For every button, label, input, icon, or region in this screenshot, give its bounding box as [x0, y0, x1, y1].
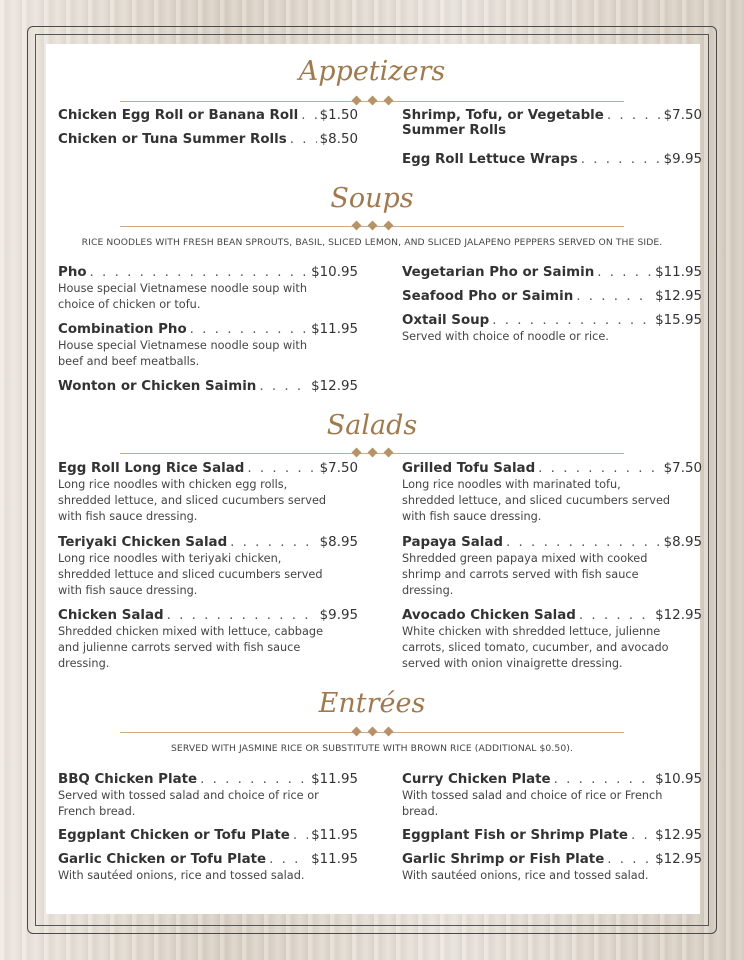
menu-item	[58, 132, 358, 147]
item-price: $12.95	[655, 289, 702, 304]
menu-item	[58, 828, 358, 843]
item-name-continued: Summer Rolls	[402, 123, 507, 138]
item-price: $8.95	[319, 535, 358, 550]
menu-item	[402, 535, 702, 599]
item-price: $7.50	[319, 461, 358, 476]
item-name: Oxtail Soup	[402, 313, 490, 328]
menu-item	[402, 461, 702, 525]
item-price: $11.95	[655, 265, 702, 280]
item-name: Garlic Chicken or Tofu Plate	[58, 852, 267, 867]
item-description: House special Vietnamese noodle soup with choice of chicken or tofu.	[58, 282, 307, 311]
item-description: House special Vietnamese noodle soup with beef and beef meatballs.	[58, 339, 307, 368]
item-name: Combination Pho	[58, 322, 187, 337]
soups-note: RICE NOODLES WITH FRESH BEAN SPROUTS, BASIL, SLICED LEMON, AND SLICED JALAPENO PEPPERS SERVED ON THE SIDE.	[81, 237, 663, 248]
menu-item	[402, 265, 702, 280]
menu-item	[58, 535, 358, 599]
menu-item	[58, 461, 358, 525]
menu-item	[402, 289, 702, 304]
item-price: $1.50	[319, 108, 358, 123]
item-name: Eggplant Fish or Shrimp Plate	[402, 828, 628, 843]
item-name: Wonton or Chicken Saimin	[58, 379, 257, 394]
item-name: Grilled Tofu Salad	[402, 461, 536, 476]
item-description: Long rice noodles with teriyaki chicken, shredded lettuce and sliced cucumbers served with fish sauce dressing.	[58, 552, 323, 597]
item-name: Pho	[58, 265, 87, 280]
item-name: BBQ Chicken Plate	[58, 772, 198, 787]
menu-item	[58, 379, 358, 394]
appetizers-diamond-ornament	[351, 95, 395, 107]
item-name: Egg Roll Long Rice Salad	[58, 461, 245, 476]
item-description: With sautéed onions, rice and tossed salad.	[402, 869, 649, 882]
item-price: $11.95	[311, 772, 358, 787]
entrees-diamond-ornament	[351, 726, 395, 738]
menu-item	[402, 772, 702, 820]
menu-item	[58, 772, 358, 820]
item-price: $8.50	[319, 132, 358, 147]
item-name: Curry Chicken Plate	[402, 772, 551, 787]
item-name: Chicken Egg Roll or Banana Roll	[58, 108, 299, 123]
entrees-note: SERVED WITH JASMINE RICE OR SUBSTITUTE WITH BROWN RICE (ADDITIONAL $0.50).	[171, 743, 573, 754]
item-name: Shrimp, Tofu, or Vegetable	[402, 108, 604, 123]
item-price: $11.95	[311, 322, 358, 337]
item-name: Avocado Chicken Salad	[402, 608, 576, 623]
item-price: $12.95	[655, 608, 702, 623]
item-name: Chicken Salad	[58, 608, 164, 623]
item-description: Served with tossed salad and choice of rice or French bread.	[58, 789, 319, 818]
item-price: $7.50	[663, 461, 702, 476]
item-price: $15.95	[655, 313, 702, 328]
item-price: $9.95	[319, 608, 358, 623]
soups-title: Soups	[330, 183, 414, 214]
item-description: With sautéed onions, rice and tossed salad.	[58, 869, 305, 882]
item-description: With tossed salad and choice of rice or French bread.	[402, 789, 663, 818]
menu-item	[402, 152, 702, 167]
item-name: Eggplant Chicken or Tofu Plate	[58, 828, 290, 843]
menu-item	[58, 608, 358, 672]
menu-item	[402, 608, 702, 672]
item-price: $7.50	[663, 108, 702, 123]
item-name: Chicken or Tuna Summer Rolls	[58, 132, 287, 147]
item-price: $8.95	[663, 535, 702, 550]
entrees-title: Entrées	[318, 688, 426, 719]
menu-item	[402, 313, 702, 345]
item-name: Papaya Salad	[402, 535, 504, 550]
item-name: Egg Roll Lettuce Wraps	[402, 152, 578, 167]
item-name: Garlic Shrimp or Fish Plate	[402, 852, 605, 867]
item-price: $10.95	[311, 265, 358, 280]
item-description: Long rice noodles with chicken egg rolls, shredded lettuce, and sliced cucumbers served with fish sauce dressing.	[58, 478, 327, 523]
item-name: Teriyaki Chicken Salad	[58, 535, 228, 550]
item-description: Long rice noodles with marinated tofu, shredded lettuce, and sliced cucumbers served with fish sauce dressing.	[402, 478, 671, 523]
menu-item	[58, 322, 358, 370]
item-price: $10.95	[655, 772, 702, 787]
menu-item	[402, 852, 702, 884]
soups-diamond-ornament	[351, 220, 395, 232]
item-price: $12.95	[311, 379, 358, 394]
item-price: $12.95	[655, 852, 702, 867]
item-name: Seafood Pho or Saimin	[402, 289, 574, 304]
menu-item	[402, 108, 702, 138]
salads-diamond-ornament	[351, 447, 395, 459]
appetizers-title: Appetizers	[298, 56, 446, 87]
menu-item	[58, 265, 358, 313]
item-name: Vegetarian Pho or Saimin	[402, 265, 595, 280]
item-description: Served with choice of noodle or rice.	[402, 330, 609, 343]
item-price: $11.95	[311, 852, 358, 867]
item-description: White chicken with shredded lettuce, julienne carrots, sliced tomato, cucumber, and avocado served with onion vinaigrette dressing.	[402, 625, 669, 670]
item-description: Shredded chicken mixed with lettuce, cabbage and julienne carrots served with fish sauce dressing.	[58, 625, 324, 670]
menu-item	[58, 108, 358, 123]
item-price: $11.95	[311, 828, 358, 843]
menu-item	[402, 828, 702, 843]
item-price: $9.95	[663, 152, 702, 167]
item-description: Shredded green papaya mixed with cooked shrimp and carrots served with fish sauce dressing.	[402, 552, 648, 597]
item-price: $12.95	[655, 828, 702, 843]
menu-item	[58, 852, 358, 884]
salads-title: Salads	[326, 410, 418, 441]
